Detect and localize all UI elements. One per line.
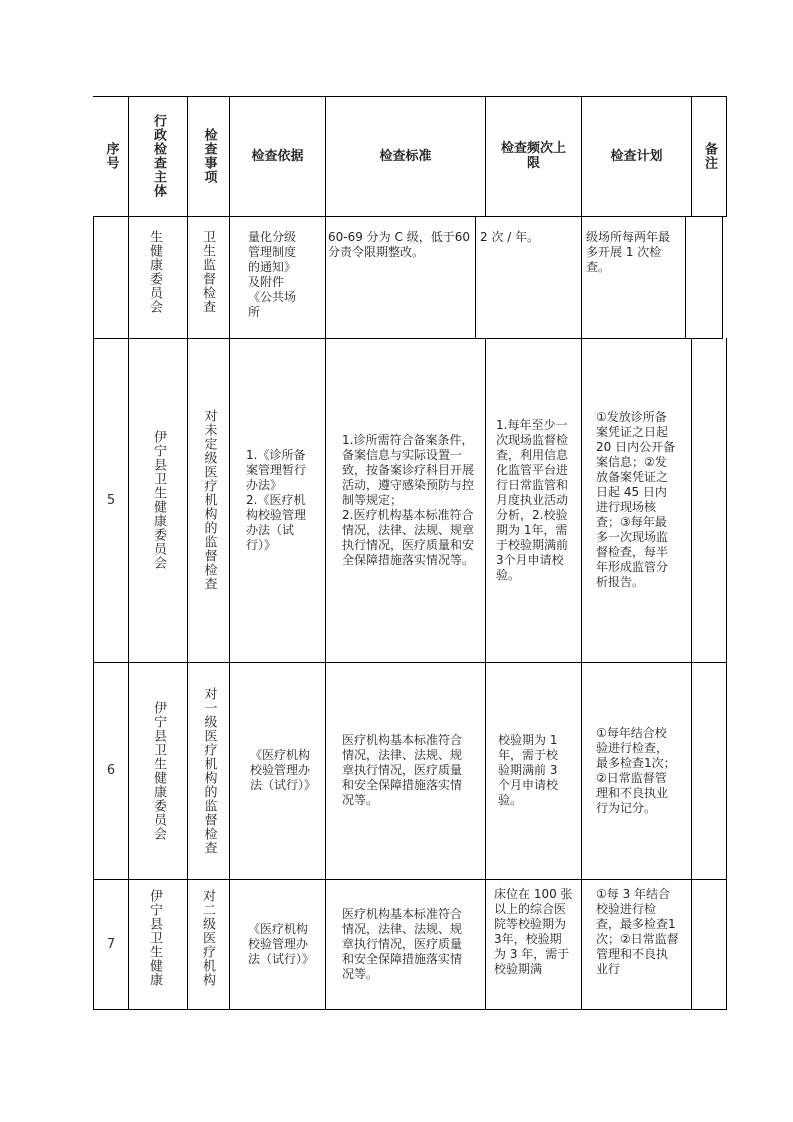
cell-standard: 1.诊所需符合备案条件，备案信息与实际设置一致，按备案诊疗科目开展活动，遵守感染预防与控制等规定； 2.医疗机构基本标准符合情况，法律、法规、规章执行情况，医疗质量和安全保障措施落实情况等。 [326,338,486,662]
cell-subject: 伊宁县卫生健康委员会 [129,338,188,662]
cell-item: 对二级医疗机构 [188,879,230,1009]
cell-remark [686,216,723,338]
cell-freq: 1.每年至少一次现场监督检查，利用信息化监管平台进行日常监管和月度执业活动分析，2.校验期为 1年，需于校验期满前 3个月申请校验。 [486,338,582,662]
cell-seq: 7 [93,879,129,1009]
cell-plan: ①每 3 年结合校验进行检查，最多检查1次；②日常监督管理和不良执业行 [582,879,692,1009]
header-standard: 检查标准 [326,96,486,216]
header-subject: 行政检查主体 [129,96,188,216]
cell-standard: 医疗机构基本标准符合情况，法律、法规、规章执行情况，医疗质量和安全保障措施落实情况等。 [326,662,486,879]
header-plan: 检查计划 [582,96,692,216]
cell-basis: 量化分级管理制度的通知》及附件《公共场所 [230,216,326,338]
table-row [93,879,727,1010]
cell-remark [692,338,727,662]
cell-subject: 伊宁县卫生健康委员会 [129,662,188,879]
cell-basis: 《医疗机构校验管理办法（试行）》 [230,879,326,1009]
table-row [93,216,723,339]
cell-seq: 5 [93,338,129,662]
header-remark: 备注 [692,96,727,216]
cell-freq: 2 次 / 年。 [476,216,582,338]
header-seq: 序号 [93,96,129,216]
table-row [93,338,727,663]
cell-item: 对一级医疗机构的监督检查 [188,662,230,879]
table-row [93,662,727,880]
cell-plan: ①每年结合校验进行检查，最多检查1次；②日常监督管理和不良执业行为记分。 [582,662,692,879]
header-basis: 检查依据 [230,96,326,216]
cell-remark [692,879,727,1009]
cell-freq: 校验期为 1年，需于校验期满前 3个月申请校验。 [486,662,582,879]
cell-basis: 《医疗机构校验管理办法（试行）》 [230,662,326,879]
cell-standard: 60-69 分为 C 级，低于60 分责令限期整改。 [326,216,476,338]
cell-plan: 级场所每两年最多开展 1 次检查。 [582,216,686,338]
cell-subject: 生健康委员会 [129,216,188,338]
cell-subject: 伊宁县卫生健康 [129,879,188,1009]
cell-seq: 6 [93,662,129,879]
cell-item: 卫生监督检查 [188,216,230,338]
table-header-row [93,96,727,217]
cell-item: 对未定级医疗机构的监督检查 [188,338,230,662]
header-freq: 检查频次上限 [486,96,582,216]
cell-freq: 床位在 100 张以上的综合医院等校验期为 3年，校验期为 3 年，需于校验期满 [486,879,582,1009]
cell-plan: ①发放诊所备案凭证之日起 20 日内公开备案信息；②发放备案凭证之日起 45 日内进行现场核查；③每年最多一次现场监督检查，每半年形成监管分析报告。 [582,338,692,662]
cell-basis: 1.《诊所备案管理暂行办法》 2.《医疗机构校验管理办法（试行）》 [230,338,326,662]
header-item: 检查事项 [188,96,230,216]
cell-remark [692,662,727,879]
cell-seq [93,216,129,338]
cell-standard: 医疗机构基本标准符合情况，法律、法规、规章执行情况，医疗质量和安全保障措施落实情况等。 [326,879,486,1009]
